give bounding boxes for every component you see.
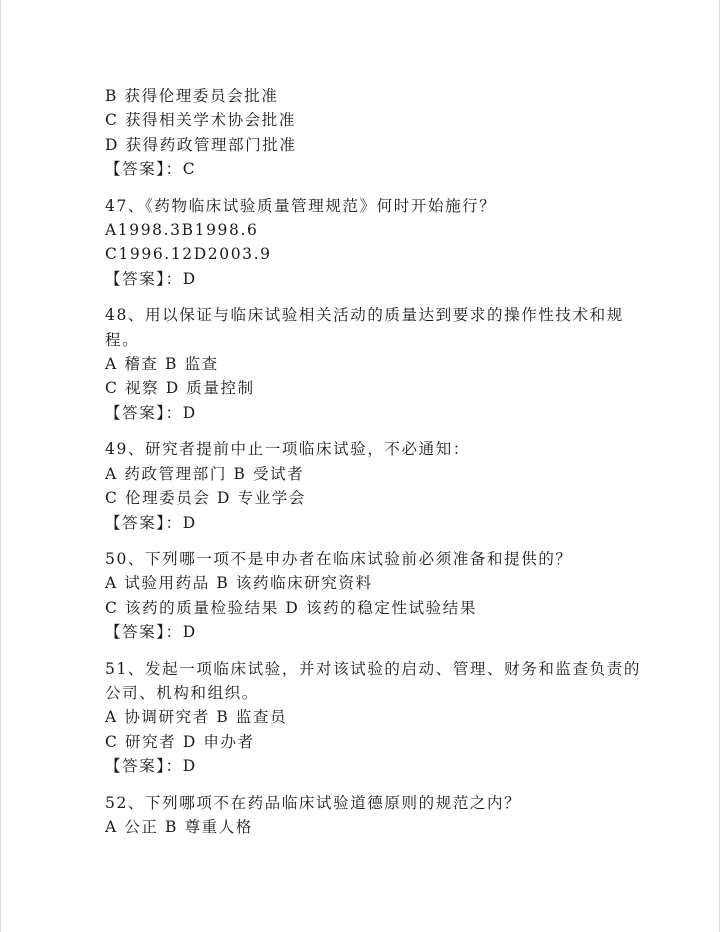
question-stem: 50、下列哪一项不是申办者在临床试验前必须准备和提供的？: [105, 549, 573, 568]
question-stem: 48、用以保证与临床试验相关活动的质量达到要求的操作性技术和规: [105, 306, 624, 325]
question-51: [105, 657, 641, 779]
answer-line: 【答案】：D: [105, 757, 197, 776]
option-line: A1998.3B1998.6: [105, 221, 259, 240]
option-line: A 协调研究者 B 监查员: [105, 708, 288, 727]
option-line: C 该药的质量检验结果 D 该药的稳定性试验结果: [105, 598, 477, 617]
question-stem: 51、发起一项临床试验，并对该试验的启动、管理、财务和监查负责的: [105, 659, 641, 678]
question-52: [105, 791, 625, 840]
option-line: C 研究者 D 申办者: [105, 732, 255, 751]
document-body: [105, 84, 641, 839]
option-line: C 获得相关学术协会批准: [105, 111, 296, 130]
option-line: A 公正 B 尊重人格: [105, 817, 253, 836]
question-stem: 49、研究者提前中止一项临床试验，不必通知：: [105, 440, 470, 459]
question-stem-continued: 公司、机构和组织。: [105, 683, 259, 702]
option-line: A 试验用药品 B 该药临床研究资料: [105, 574, 373, 593]
question-46-continuation: [105, 84, 625, 182]
answer-line: 【答案】：D: [105, 513, 197, 532]
question-stem-continued: 程。: [105, 330, 140, 349]
question-stem: 47、《药物临床试验质量管理规范》何时开始施行？: [105, 196, 497, 215]
option-line: C 视察 D 质量控制: [105, 379, 255, 398]
answer-line: 【答案】：D: [105, 623, 197, 642]
question-50: [105, 547, 625, 645]
question-stem: 52、下列哪项不在药品临床试验道德原则的规范之内？: [105, 793, 522, 812]
option-line: C1996.12D2003.9: [105, 245, 272, 264]
question-49: [105, 437, 625, 535]
option-line: A 稽查 B 监查: [105, 355, 219, 374]
answer-line: 【答案】：D: [105, 269, 197, 288]
option-line: A 药政管理部门 B 受试者: [105, 464, 305, 483]
answer-line: 【答案】：D: [105, 403, 197, 422]
option-line: D 获得药政管理部门批准: [105, 135, 297, 154]
option-line: B 获得伦理委员会批准: [105, 87, 279, 105]
option-line: C 伦理委员会 D 专业学会: [105, 489, 306, 508]
page-edge-left: [0, 0, 1, 932]
question-47: [105, 194, 625, 292]
answer-line: 【答案】：C: [105, 160, 197, 179]
question-48: [105, 303, 625, 425]
